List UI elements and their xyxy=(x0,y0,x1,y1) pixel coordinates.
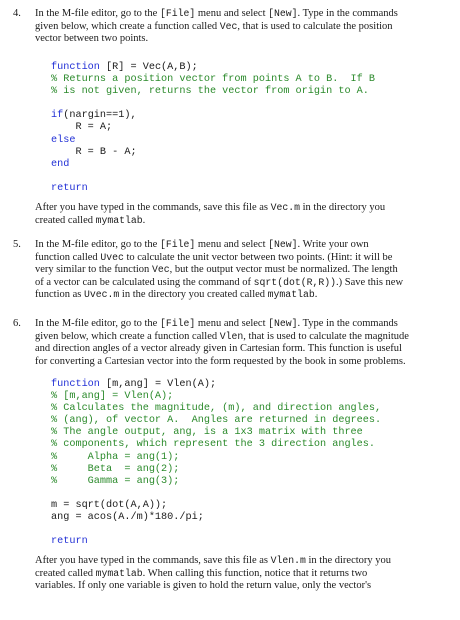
code-line xyxy=(51,379,381,391)
inline-code: sqrt(dot(R,R)) xyxy=(253,276,336,288)
code-comment: % (ang), of vector A. Angles are returned in degrees. xyxy=(51,415,382,427)
text-line: In the M-file editor, go to the [File] menu and select [New]. Type in the commands xyxy=(35,8,398,19)
inline-code: [New] xyxy=(268,8,298,19)
text-line: vector between two points. xyxy=(35,33,149,45)
code-line xyxy=(51,536,381,548)
code-line xyxy=(51,427,381,439)
text-line: function as Uvec.m in the directory you created called mymatlab. xyxy=(35,289,318,301)
inline-code: Vec xyxy=(151,264,170,276)
item-number: 6. xyxy=(13,318,21,329)
inline-code: Uvec.m xyxy=(84,289,120,301)
code-line xyxy=(51,415,381,427)
text-line: function called Uvec to calculate the unit vector between two points. (Hint: it will be xyxy=(35,251,393,263)
text-line: After you have typed in the commands, save this file as Vlen.m in the directory you xyxy=(35,555,392,566)
code-line xyxy=(51,452,381,464)
code-line xyxy=(51,62,375,74)
text-line: In the M-file editor, go to the [File] menu and select [New]. Write your own xyxy=(35,239,369,250)
inline-code: Vlen.m xyxy=(270,555,306,566)
text-line: for converting a Cartesian vector into the form requested by the book in some problems. xyxy=(35,355,406,367)
item-6-code-listing xyxy=(51,379,381,548)
inline-code: Vlen xyxy=(219,330,244,342)
code-comment: % components, which represent the 3 direction angles. xyxy=(51,439,376,451)
text-line: created called mymatlab. When calling this function, notice that it returns two xyxy=(35,567,368,579)
code-comment: % Alpha = ang(1); xyxy=(51,451,180,463)
code-line xyxy=(51,500,381,512)
inline-code: [New] xyxy=(268,239,298,250)
inline-code: mymatlab xyxy=(267,289,315,301)
code-comment: % The angle output, ang, is a 1x3 matrix with three xyxy=(51,427,363,439)
code-line xyxy=(51,488,381,500)
inline-code: Uvec xyxy=(100,251,124,263)
code-comment: % is not given, returns the vector from origin to A. xyxy=(51,86,369,98)
code-text: [R] = Vec(A,B); xyxy=(99,62,198,73)
code-text: R = B - A; xyxy=(51,146,137,158)
code-line xyxy=(51,110,375,122)
code-text: (nargin==1), xyxy=(63,110,137,122)
code-line xyxy=(51,98,375,110)
code-keyword: function xyxy=(51,379,100,390)
text-line: and direction angles of a vector already given in Cartesian form. This function is useful xyxy=(35,343,402,355)
inline-code: [File] xyxy=(159,239,196,250)
inline-code: [File] xyxy=(159,8,196,19)
code-keyword: else xyxy=(51,134,76,146)
inline-code: Vec xyxy=(219,20,238,32)
code-line xyxy=(51,135,375,147)
text-line: variables. If only one variable is given to hold the return value, only the vector's xyxy=(35,580,372,592)
item-4-instructions xyxy=(35,8,445,46)
code-line xyxy=(51,439,381,451)
code-line xyxy=(51,159,375,171)
inline-code: mymatlab xyxy=(95,567,143,579)
text-line: given below, which create a function called Vec, that is used to calculate the position xyxy=(35,20,393,32)
code-line xyxy=(51,476,381,488)
text-line: created called mymatlab. xyxy=(35,214,146,226)
code-line xyxy=(51,464,381,476)
code-line xyxy=(51,74,375,86)
code-comment: % [m,ang] = Vlen(A); xyxy=(51,391,174,403)
code-line xyxy=(51,391,381,403)
item-6-instructions xyxy=(35,318,445,368)
inline-code: [File] xyxy=(159,318,196,329)
text-line: of a vector can be calculated using the command of sqrt(dot(R,R)).) Save this new xyxy=(35,276,404,288)
code-line xyxy=(51,183,375,195)
code-line xyxy=(51,147,375,159)
item-number: 4. xyxy=(13,8,21,19)
code-keyword: return xyxy=(51,536,88,548)
text-line: very similar to the function Vec, but the output vector must be normalized. The length xyxy=(35,264,398,276)
code-keyword: function xyxy=(51,62,100,73)
code-keyword: if xyxy=(51,110,64,122)
code-text: R = A; xyxy=(51,122,113,134)
item-4-code-listing xyxy=(51,62,375,195)
code-line xyxy=(51,403,381,415)
code-text: m = sqrt(dot(A,A)); xyxy=(51,499,168,511)
code-text: [m,ang] = Vlen(A); xyxy=(99,379,217,390)
code-comment: % Gamma = ang(3); xyxy=(51,475,180,487)
item-5-instructions xyxy=(35,239,445,302)
item-4-save-note xyxy=(35,202,445,227)
item-number: 5. xyxy=(13,239,21,250)
text-line: given below, which create a function called Vlen, that is used to calculate the magnitude xyxy=(35,330,409,342)
code-line xyxy=(51,171,375,183)
code-line xyxy=(51,524,381,536)
code-line xyxy=(51,512,381,524)
code-text: ang = acos(A./m)*180./pi; xyxy=(51,512,204,524)
code-comment: % Calculates the magnitude, (m), and direction angles, xyxy=(51,403,382,415)
code-keyword: return xyxy=(51,182,88,194)
code-line xyxy=(51,122,375,134)
code-comment: % Returns a position vector from points A to B. If B xyxy=(51,74,376,86)
code-keyword: end xyxy=(51,158,70,170)
inline-code: Vec.m xyxy=(270,202,301,213)
inline-code: [New] xyxy=(268,318,298,329)
text-line: In the M-file editor, go to the [File] menu and select [New]. Type in the commands xyxy=(35,318,398,329)
item-6-save-note xyxy=(35,555,445,593)
code-line xyxy=(51,86,375,98)
text-line: After you have typed in the commands, save this file as Vec.m in the directory you xyxy=(35,202,386,213)
inline-code: mymatlab xyxy=(95,214,143,226)
code-comment: % Beta = ang(2); xyxy=(51,463,180,475)
